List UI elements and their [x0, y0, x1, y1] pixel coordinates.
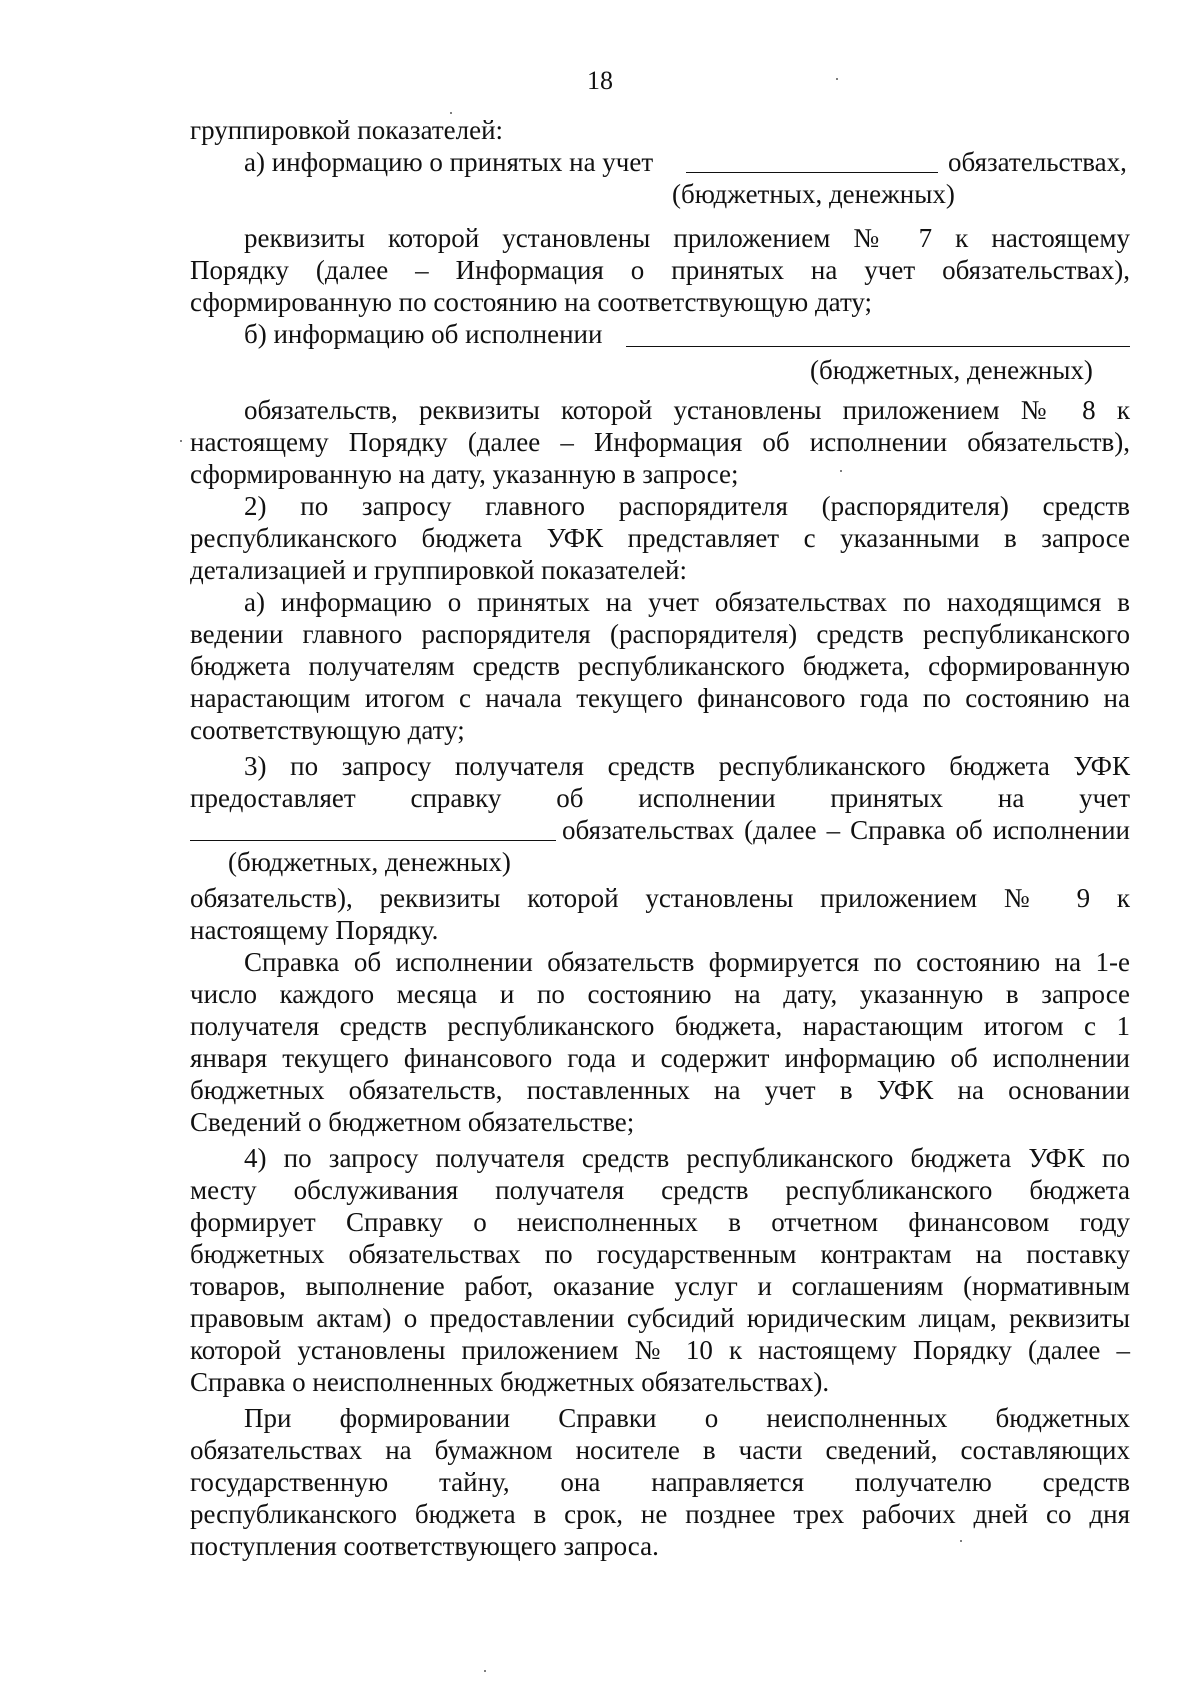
text-line: обязательствах (далее – Справка об исполнении [562, 815, 1130, 845]
text-line: товаров, выполнение работ, оказание услуг и соглашениям (нормативным [190, 1271, 1130, 1301]
text-line: января текущего финансового года и содержит информацию об исполнении [190, 1043, 1130, 1073]
text-line: ведении главного распорядителя (распорядителя) средств республиканского [190, 619, 1130, 649]
text-line: соответствующую дату; [190, 715, 465, 745]
text-line: правовым актам) о предоставлении субсидий юридическим лицам, реквизиты [190, 1303, 1130, 1333]
scan-speck [960, 1540, 962, 1542]
text-line: Справка о неисполненных бюджетных обязательствах). [190, 1367, 830, 1397]
text-line: поступления соответствующего запроса. [190, 1531, 659, 1561]
text-line: республиканского бюджета в срок, не позднее трех рабочих дней со дня [190, 1499, 1130, 1529]
scan-speck [180, 440, 182, 442]
scan-speck [840, 470, 842, 472]
text-line: месту обслуживания получателя средств республиканского бюджета [190, 1175, 1130, 1205]
text-line: обязательств, реквизиты которой установлены приложением № 8 к [244, 395, 1130, 425]
blank-caption: (бюджетных, денежных) [228, 847, 511, 877]
text-line: предоставляет справку об исполнении принятых на учет [190, 783, 1130, 813]
text-line: 3) по запросу получателя средств республиканского бюджета УФК [244, 751, 1130, 781]
fill-in-blank [190, 840, 556, 841]
scan-speck [484, 1670, 486, 1672]
text-line: настоящему Порядку. [190, 915, 439, 945]
blank-caption: (бюджетных, денежных) [672, 179, 955, 209]
blank-caption: (бюджетных, денежных) [810, 355, 1093, 385]
text-line: которой установлены приложением № 10 к настоящему Порядку (далее – [190, 1335, 1130, 1365]
text-line: детализацией и группировкой показателей: [190, 555, 687, 585]
text-line: При формировании Справки о неисполненных бюджетных [244, 1403, 1130, 1433]
text-line: сформированную на дату, указанную в запросе; [190, 459, 739, 489]
text-line: формирует Справку о неисполненных в отчетном финансовом году [190, 1207, 1130, 1237]
text-line: бюджета получателям средств республиканского бюджета, сформированную [190, 651, 1130, 681]
text-line: обязательствах на бумажном носителе в части сведений, составляющих [190, 1435, 1130, 1465]
text-line: 2) по запросу главного распорядителя (распорядителя) средств [244, 491, 1130, 521]
text-line: Справка об исполнении обязательств формируется по состоянию на 1-е [244, 947, 1130, 977]
fill-in-blank [626, 346, 1130, 347]
text-line: 4) по запросу получателя средств республиканского бюджета УФК по [244, 1143, 1130, 1173]
text-line: настоящему Порядку (далее – Информация об исполнении обязательств), [190, 427, 1130, 457]
fill-in-blank [686, 172, 938, 173]
text-line: нарастающим итогом с начала текущего финансового года по состоянию на [190, 683, 1130, 713]
text-line: Сведений о бюджетном обязательстве; [190, 1107, 635, 1137]
scan-speck [450, 112, 452, 114]
text-line: б) информацию об исполнении [244, 319, 603, 349]
page-number: 18 [587, 66, 613, 95]
text-line: реквизиты которой установлены приложением № 7 к настоящему [244, 223, 1130, 253]
text-line: Порядку (далее – Информация о принятых на учет обязательствах), [190, 255, 1130, 285]
text-line: бюджетных обязательствах по государственным контрактам на поставку [190, 1239, 1130, 1269]
text-line: обязательствах, [948, 147, 1127, 177]
scan-speck [836, 78, 838, 80]
text-line: получателя средств республиканского бюджета, нарастающим итогом с 1 [190, 1011, 1130, 1041]
text-line: группировкой показателей: [190, 115, 504, 145]
text-line: бюджетных обязательств, поставленных на учет в УФК на основании [190, 1075, 1130, 1105]
text-line: а) информацию о принятых на учет [244, 147, 654, 177]
text-line: а) информацию о принятых на учет обязательствах по находящимся в [244, 587, 1130, 617]
text-line: сформированную по состоянию на соответствующую дату; [190, 287, 873, 317]
text-line: республиканского бюджета УФК представляет с указанными в запросе [190, 523, 1130, 553]
text-line: обязательств), реквизиты которой установлены приложением № 9 к [190, 883, 1130, 913]
text-line: число каждого месяца и по состоянию на дату, указанную в запросе [190, 979, 1130, 1009]
text-line: государственную тайну, она направляется получателю средств [190, 1467, 1130, 1497]
